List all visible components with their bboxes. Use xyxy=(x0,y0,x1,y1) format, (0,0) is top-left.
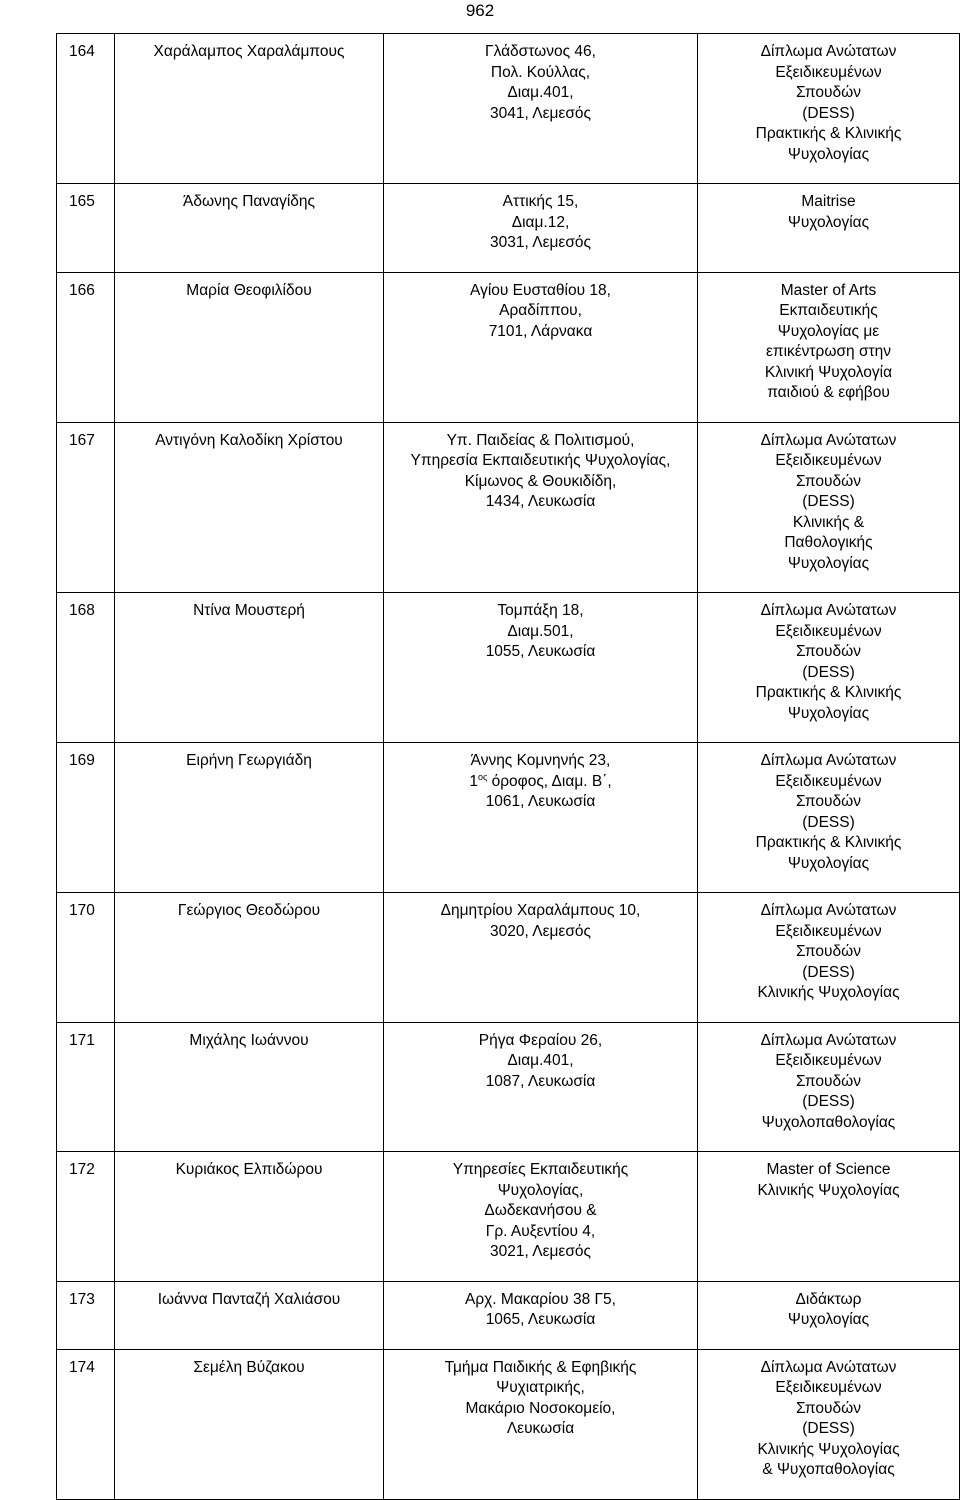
table-row xyxy=(57,1022,960,1152)
address-line: Δωδεκανήσου & xyxy=(484,1202,597,1219)
qualification-line: Σπουδών xyxy=(796,793,861,810)
qualification-line: παιδιού & εφήβου xyxy=(767,384,890,401)
address-line: Κίμωνος & Θουκιδίδη, xyxy=(464,472,617,490)
qualification-cell xyxy=(698,743,960,893)
address-cell xyxy=(384,743,698,893)
person-name: Ιωάννα Πανταζή Χαλιάσου xyxy=(115,1281,384,1349)
table-row xyxy=(57,34,960,184)
address-line: 1055, Λευκωσία xyxy=(485,643,596,660)
address-line: Υπ. Παιδείας & Πολιτισμού, xyxy=(446,431,635,449)
registration-number: 171 xyxy=(57,1022,115,1152)
qualification-line: Δίπλωμα Ανώτατων xyxy=(760,43,897,60)
registration-number: 168 xyxy=(57,593,115,743)
address-line: 1061, Λευκωσία xyxy=(485,793,596,810)
qualification-cell xyxy=(698,593,960,743)
registration-number: 165 xyxy=(57,184,115,273)
address-cell xyxy=(384,1349,698,1499)
address-line: Μακάριο Νοσοκομείο, xyxy=(465,1399,616,1417)
qualification-line: Κλινικής Ψυχολογίας xyxy=(757,1440,900,1458)
qualification-line: Σπουδών xyxy=(796,84,861,101)
qualification-line: Σπουδών xyxy=(796,472,861,490)
address-cell xyxy=(384,1152,698,1282)
qualification-line: Εξειδικευμένων xyxy=(775,1379,882,1396)
qualification-line: (DESS) xyxy=(802,493,855,510)
registration-number: 166 xyxy=(57,272,115,422)
address-line: Υπηρεσίες Εκπαιδευτικής xyxy=(452,1161,629,1178)
qualification-line: Εξειδικευμένων xyxy=(775,772,882,790)
person-name: Κυριάκος Ελπιδώρου xyxy=(115,1152,384,1282)
qualification-line: Σπουδών xyxy=(796,1399,861,1417)
address-line: Πολ. Κούλλας, xyxy=(490,63,591,81)
qualification-line: Κλινικής & xyxy=(792,513,865,531)
registration-number: 173 xyxy=(57,1281,115,1349)
qualification-line: Εκπαιδευτικής xyxy=(779,302,878,319)
qualification-line: Σπουδών xyxy=(796,643,861,660)
qualification-line: Ψυχολογίας xyxy=(787,554,870,572)
address-line: 1065, Λευκωσία xyxy=(485,1311,596,1328)
qualification-line: επικέντρωση στην xyxy=(765,343,892,360)
ordinal-suffix: ος xyxy=(477,771,488,782)
qualification-cell xyxy=(698,1022,960,1152)
qualification-line: Δίπλωμα Ανώτατων xyxy=(760,902,897,919)
table-row xyxy=(57,893,960,1023)
qualification-line: Κλινικής Ψυχολογίας xyxy=(757,1181,900,1199)
registration-number: 167 xyxy=(57,422,115,593)
address-cell xyxy=(384,184,698,273)
qualification-line: Ψυχολογίας xyxy=(787,854,870,872)
registration-number: 169 xyxy=(57,743,115,893)
address-line: Τμήμα Παιδικής & Εφηβικής xyxy=(444,1358,637,1376)
person-name: Γεώργιος Θεοδώρου xyxy=(115,893,384,1023)
person-name: Ντίνα Μουστερή xyxy=(115,593,384,743)
qualification-line: Εξειδικευμένων xyxy=(775,622,882,640)
address-line: Διαμ.12, xyxy=(511,213,570,231)
person-name: Χαράλαμπος Χαραλάμπους xyxy=(115,34,384,184)
qualification-cell xyxy=(698,1281,960,1349)
qualification-line: Σπουδών xyxy=(796,1072,861,1090)
qualification-line: & Ψυχοπαθολογίας xyxy=(762,1461,895,1478)
address-line: Αγίου Ευσταθίου 18, xyxy=(470,281,611,299)
address-line: Ψυχιατρικής, xyxy=(496,1379,585,1396)
qualification-cell xyxy=(698,893,960,1023)
address-cell xyxy=(384,593,698,743)
qualification-line: Εξειδικευμένων xyxy=(775,1052,882,1069)
registration-number: 172 xyxy=(57,1152,115,1282)
qualification-line: Διδάκτωρ xyxy=(795,1290,862,1308)
qualification-line: Εξειδικευμένων xyxy=(775,63,882,81)
table-row xyxy=(57,422,960,593)
person-name: Άδωνης Παναγίδης xyxy=(115,184,384,273)
floor-number: 1 xyxy=(469,772,478,790)
address-line: Λευκωσία xyxy=(506,1420,575,1437)
table-row xyxy=(57,272,960,422)
address-cell xyxy=(384,272,698,422)
address-line: 1434, Λευκωσία xyxy=(485,493,596,510)
qualification-line: (DESS) xyxy=(802,663,855,681)
qualification-line: Ψυχολογίας xyxy=(787,213,870,231)
table-row xyxy=(57,1152,960,1282)
qualification-line: Σπουδών xyxy=(796,943,861,960)
qualification-line: Κλινικής Ψυχολογίας xyxy=(757,984,900,1001)
qualification-line: (DESS) xyxy=(802,813,855,831)
qualification-cell xyxy=(698,34,960,184)
address-line: Διαμ.401, xyxy=(507,84,574,101)
qualification-line: Πρακτικής & Κλινικής xyxy=(755,834,902,851)
person-name: Μαρία Θεοφιλίδου xyxy=(115,272,384,422)
qualification-line: (DESS) xyxy=(802,104,855,122)
address-line-floor xyxy=(388,772,693,793)
qualification-line: Κλινική Ψυχολογία xyxy=(764,363,893,381)
qualification-line: Master of Arts xyxy=(780,281,877,299)
address-line: Αττικής 15, xyxy=(502,193,579,210)
qualification-line: Παθολογικής xyxy=(784,534,873,551)
qualification-line: Ψυχολογίας xyxy=(787,704,870,722)
table-row xyxy=(57,593,960,743)
address-cell xyxy=(384,1281,698,1349)
qualification-cell xyxy=(698,272,960,422)
qualification-line: Δίπλωμα Ανώτατων xyxy=(760,1031,897,1049)
address-cell xyxy=(384,1022,698,1152)
floor-text: όροφος, Διαμ. Β΄, xyxy=(487,772,612,790)
qualification-cell xyxy=(698,184,960,273)
qualification-line: Δίπλωμα Ανώτατων xyxy=(760,1358,897,1376)
person-name: Ειρήνη Γεωργιάδη xyxy=(115,743,384,893)
person-name: Μιχάλης Ιωάννου xyxy=(115,1022,384,1152)
qualification-line: (DESS) xyxy=(802,1420,855,1437)
qualification-cell xyxy=(698,422,960,593)
address-line: Γλάδστωνος 46, xyxy=(485,43,596,60)
qualification-line: Πρακτικής & Κλινικής xyxy=(755,684,902,701)
qualification-line: Δίπλωμα Ανώτατων xyxy=(760,752,897,769)
qualification-line: (DESS) xyxy=(802,1093,855,1110)
address-line: Δημητρίου Χαραλάμπους 10, xyxy=(440,902,641,919)
table-row xyxy=(57,1349,960,1499)
qualification-line: Maitrise xyxy=(801,193,856,210)
qualification-line: Ψυχολογίας με xyxy=(777,322,880,340)
address-cell xyxy=(384,893,698,1023)
page-number: 962 xyxy=(465,1,495,20)
table-row xyxy=(57,184,960,273)
registry-table xyxy=(56,33,960,1500)
address-line: 3021, Λεμεσός xyxy=(490,1243,591,1260)
qualification-line: Master of Science xyxy=(766,1161,891,1178)
address-cell xyxy=(384,422,698,593)
address-line: Διαμ.401, xyxy=(507,1052,574,1069)
address-line: Τομπάξη 18, xyxy=(497,602,584,619)
qualification-cell xyxy=(698,1152,960,1282)
qualification-line: Εξειδικευμένων xyxy=(775,452,882,469)
person-name: Σεμέλη Βύζακου xyxy=(115,1349,384,1499)
qualification-line: Ψυχολογίας xyxy=(787,1311,870,1328)
qualification-line: (DESS) xyxy=(802,963,855,981)
qualification-line: Πρακτικής & Κλινικής xyxy=(755,125,902,142)
address-line: 3020, Λεμεσός xyxy=(490,922,591,940)
table-row xyxy=(57,1281,960,1349)
address-line: Ρήγα Φεραίου 26, xyxy=(478,1031,603,1049)
registration-number: 174 xyxy=(57,1349,115,1499)
table-row xyxy=(57,743,960,893)
qualification-line: Εξειδικευμένων xyxy=(775,922,882,940)
address-line: 3031, Λεμεσός xyxy=(490,234,591,251)
registration-number: 164 xyxy=(57,34,115,184)
qualification-line: Ψυχολοπαθολογίας xyxy=(761,1113,896,1131)
address-line: Διαμ.501, xyxy=(507,622,574,640)
qualification-cell xyxy=(698,1349,960,1499)
address-line: Άννης Κομνηνής 23, xyxy=(470,752,611,769)
address-line: Αρχ. Μακαρίου 38 Γ5, xyxy=(465,1290,616,1308)
address-line: Ψυχολογίας, xyxy=(497,1181,584,1199)
address-line: 1087, Λευκωσία xyxy=(485,1072,596,1090)
qualification-line: Δίπλωμα Ανώτατων xyxy=(760,602,897,619)
address-line: 7101, Λάρνακα xyxy=(488,322,593,340)
address-cell xyxy=(384,34,698,184)
address-line: 3041, Λεμεσός xyxy=(490,104,591,122)
address-line: Γρ. Αυξεντίου 4, xyxy=(485,1222,596,1240)
qualification-line: Δίπλωμα Ανώτατων xyxy=(760,431,897,449)
registry-table-body xyxy=(57,34,960,1500)
address-line: Αραδίππου, xyxy=(499,302,582,319)
address-line: Υπηρεσία Εκπαιδευτικής Ψυχολογίας, xyxy=(410,452,671,469)
person-name: Αντιγόνη Καλοδίκη Χρίστου xyxy=(115,422,384,593)
qualification-line: Ψυχολογίας xyxy=(787,145,870,163)
registration-number: 170 xyxy=(57,893,115,1023)
